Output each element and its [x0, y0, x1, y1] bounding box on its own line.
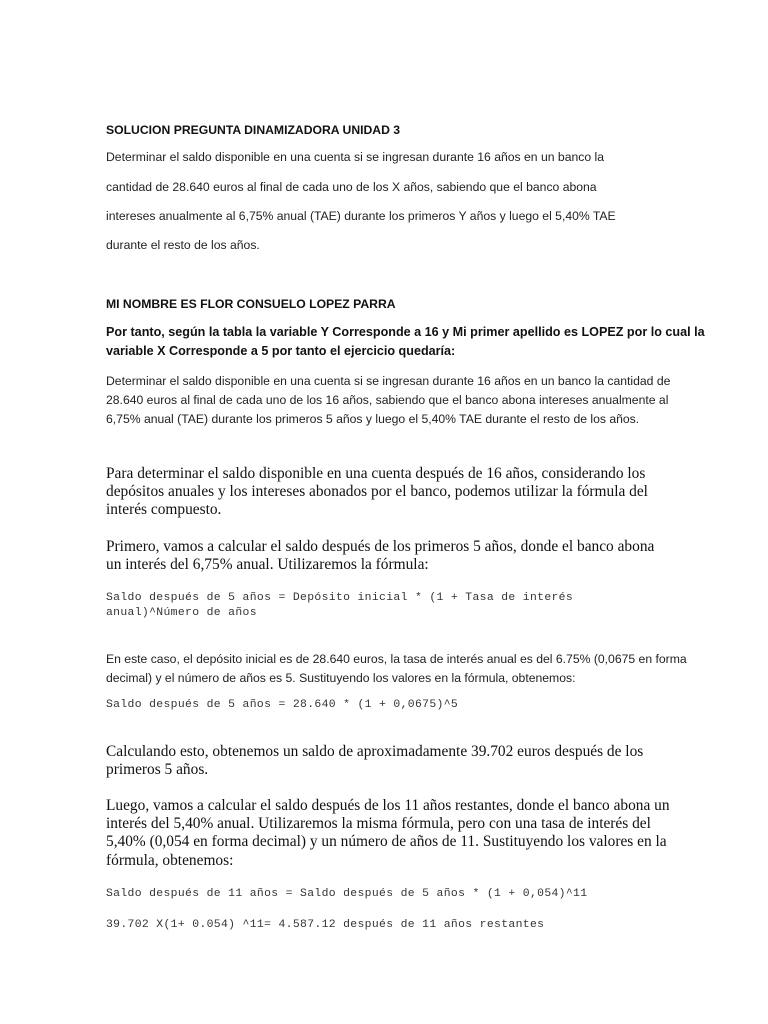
exercise-restated: Determinar el saldo disponible en una cuenta si se ingresan durante 16 años en un banco la cantidad de 28.640 euros al final de cada uno de los 16 años, sabiendo que el banco abona intereses anualmente al 6,75% anual (TAE) durante los primeros 5 años y luego el 5,40% TAE durante el resto de los años.	[106, 374, 671, 426]
paragraph-first-period: Primero, vamos a calcular el saldo después de los primeros 5 años, donde el banco abona un interés del 6,75% anual. Utilizaremos la fórmula:	[106, 538, 655, 574]
paragraph-result-first: Calculando esto, obtenemos un saldo de aproximadamente 39.702 euros después de los primeros 5 años.	[106, 743, 644, 779]
variables-note: Por tanto, según la tabla la variable Y Corresponde a 16 y Mi primer apellido es LOPEZ por lo cual la variable X Corresponde a 5 por tanto el ejercicio quedaría:	[106, 325, 705, 358]
paragraph-intro: Para determinar el saldo disponible en una cuenta después de 16 años, considerando los depósitos anuales y los intereses abonados por el banco, podemos utilizar la fórmula del interés compuesto.	[106, 465, 648, 519]
paragraph-case-values: En este caso, el depósito inicial es de 28.640 euros, la tasa de interés anual es del 6.75% (0,0675 en forma decimal) y el número de años es 5. Sustituyendo los valores en la fórmula, obtenemos:	[106, 652, 687, 685]
document-title: SOLUCION PREGUNTA DINAMIZADORA UNIDAD 3	[106, 123, 401, 137]
formula-first-period: Saldo después de 5 años = 28.640 * (1 + 0,0675)^5	[106, 699, 459, 711]
formula-general-line: anual)^Número de años	[106, 607, 257, 619]
intro-line: Determinar el saldo disponible en una cuenta si se ingresan durante 16 años en un banco la	[106, 150, 604, 164]
name-heading: MI NOMBRE ES FLOR CONSUELO LOPEZ PARRA	[106, 297, 396, 311]
intro-line: cantidad de 28.640 euros al final de cada uno de los X años, sabiendo que el banco abona	[106, 180, 597, 194]
intro-line: intereses anualmente al 6,75% anual (TAE) durante los primeros Y años y luego el 5,40% TAE	[106, 209, 616, 223]
intro-line: durante el resto de los años.	[106, 238, 260, 252]
formula-general-line: Saldo después de 5 años = Depósito inicial * (1 + Tasa de interés	[106, 592, 574, 604]
paragraph-second-period: Luego, vamos a calcular el saldo después de los 11 años restantes, donde el banco abona un interés del 5,40% anual. Utilizaremos la misma fórmula, pero con una tasa de interés del 5,40% (0,054 en forma decimal) y un número de años de 11. Sustituyendo los valores en la fórmula, obtenemos:	[106, 797, 670, 869]
formula-second-period: Saldo después de 11 años = Saldo después de 5 años * (1 + 0,054)^11	[106, 888, 588, 900]
formula-second-result: 39.702 X(1+ 0.054) ^11= 4.587.12 después de 11 años restantes	[106, 919, 545, 931]
